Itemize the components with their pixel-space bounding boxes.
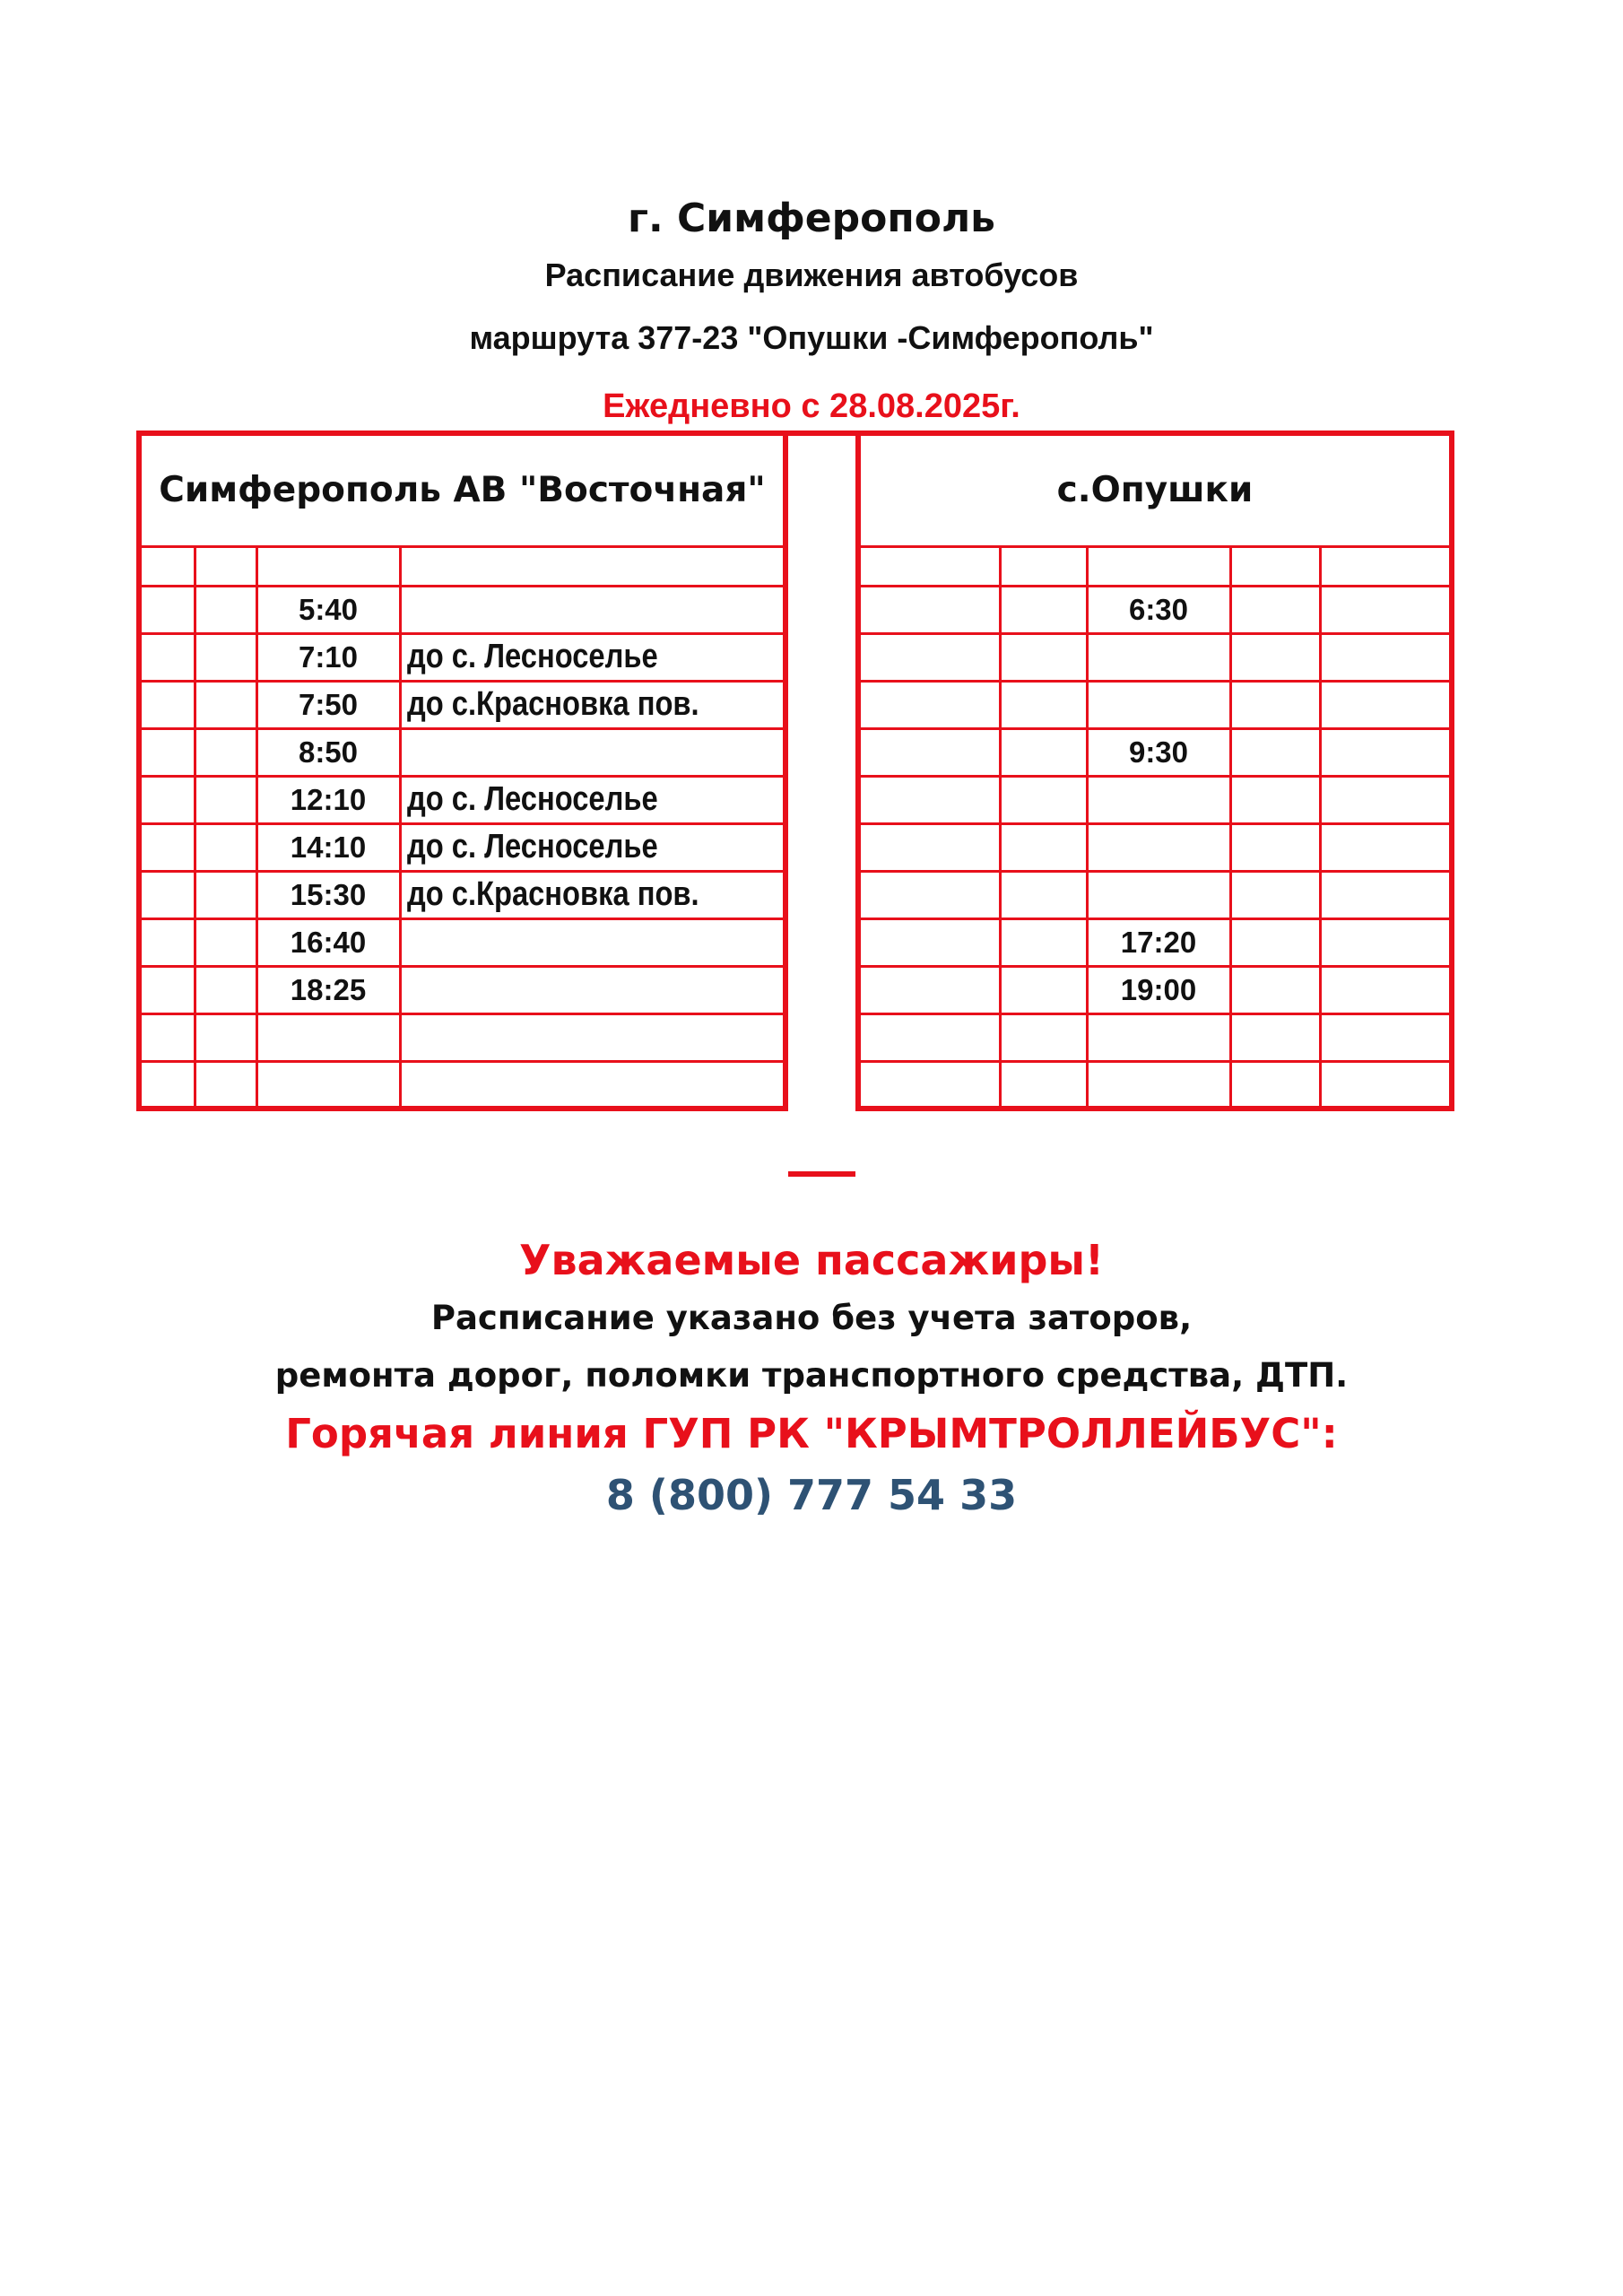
trip-note (400, 966, 785, 1013)
empty-cell (139, 823, 195, 871)
empty-cell (1320, 681, 1452, 728)
departure-time (1087, 823, 1230, 871)
trip-note: до с.Красновка пов. (400, 871, 785, 918)
empty-cell (1000, 1061, 1087, 1109)
trip-note: до с.Красновка пов. (400, 681, 785, 728)
empty-cell (1000, 633, 1087, 681)
empty-cell (858, 966, 1000, 1013)
empty-cell (1000, 728, 1087, 776)
departure-time (256, 1013, 400, 1061)
empty-cell (1000, 776, 1087, 823)
empty-cell (1230, 586, 1320, 633)
notice-line-1: Расписание указано без учета заторов, (430, 1299, 1193, 1337)
table-row (139, 633, 785, 681)
empty-cell (195, 871, 256, 918)
empty-cell (139, 871, 195, 918)
table-row (858, 586, 1452, 633)
empty-cell (195, 681, 256, 728)
empty-cell (1320, 728, 1452, 776)
departure-time: 6:30 (1087, 586, 1230, 633)
empty-cell (139, 586, 195, 633)
table-row (139, 728, 785, 776)
table-row (858, 823, 1452, 871)
empty-cell (195, 823, 256, 871)
empty-cell (858, 823, 1000, 871)
empty-cell (1000, 823, 1087, 871)
empty-cell (1000, 966, 1087, 1013)
empty-cell (1230, 1013, 1320, 1061)
empty-cell (195, 1061, 256, 1109)
empty-cell (139, 633, 195, 681)
departure-time: 18:25 (256, 966, 400, 1013)
empty-cell (1230, 823, 1320, 871)
empty-cell (1320, 633, 1452, 681)
empty-cell (139, 1013, 195, 1061)
departure-time: 5:40 (256, 586, 400, 633)
table-row (858, 918, 1452, 966)
empty-cell (1230, 918, 1320, 966)
trip-note: до с. Лесноселье (400, 633, 785, 681)
empty-cell (1230, 728, 1320, 776)
table-divider (788, 430, 855, 1177)
departure-time: 19:00 (1087, 966, 1230, 1013)
empty-cell (1230, 681, 1320, 728)
empty-cell (195, 966, 256, 1013)
trip-note (400, 918, 785, 966)
table-row (858, 871, 1452, 918)
empty-cell (1320, 871, 1452, 918)
departure-time (256, 1061, 400, 1109)
table-row (139, 1061, 785, 1109)
table-row (139, 586, 785, 633)
empty-cell (139, 1061, 195, 1109)
departure-time: 7:10 (256, 633, 400, 681)
empty-cell (195, 633, 256, 681)
empty-cell (1230, 633, 1320, 681)
trip-note (400, 586, 785, 633)
empty-cell (858, 681, 1000, 728)
empty-cell (139, 728, 195, 776)
empty-cell (1000, 1013, 1087, 1061)
empty-cell (195, 776, 256, 823)
empty-cell (1320, 776, 1452, 823)
trip-note (400, 1013, 785, 1061)
empty-cell (195, 918, 256, 966)
departure-time (1087, 1061, 1230, 1109)
empty-cell (1000, 871, 1087, 918)
empty-cell (139, 681, 195, 728)
table-row (858, 633, 1452, 681)
empty-cell (858, 776, 1000, 823)
right-stop-name: с.Опушки (858, 433, 1452, 546)
empty-cell (139, 776, 195, 823)
empty-cell (1320, 1061, 1452, 1109)
departure-time (1087, 871, 1230, 918)
hotline-label: Горячая линия ГУП РК "КРЫМТРОЛЛЕЙБУС": (285, 1410, 1338, 1457)
table-row (139, 681, 785, 728)
table-row (139, 918, 785, 966)
departure-time (1087, 633, 1230, 681)
hotline-phone[interactable]: 8 (800) 777 54 33 (605, 1471, 1018, 1519)
empty-cell (139, 966, 195, 1013)
departures-opushki-table (855, 430, 1454, 1111)
empty-cell (195, 728, 256, 776)
empty-cell (195, 1013, 256, 1061)
greeting: Уважаемые пассажиры! (519, 1236, 1104, 1284)
notice-line-2: ремонта дорог, поломки транспортного средства, ДТП. (274, 1356, 1349, 1395)
table-row (858, 966, 1452, 1013)
empty-cell (139, 918, 195, 966)
route-title: маршрута 377-23 "Опушки -Симферополь" (469, 319, 1154, 356)
empty-cell (1320, 1013, 1452, 1061)
trip-note (400, 728, 785, 776)
departure-time (1087, 1013, 1230, 1061)
table-row (858, 681, 1452, 728)
trip-note: до с. Лесноселье (400, 776, 785, 823)
trip-note: до с. Лесноселье (400, 823, 785, 871)
departure-time: 8:50 (256, 728, 400, 776)
empty-cell (1320, 918, 1452, 966)
empty-cell (1230, 776, 1320, 823)
empty-cell (858, 633, 1000, 681)
table-row (139, 823, 785, 871)
departure-time (1087, 776, 1230, 823)
departure-time (1087, 681, 1230, 728)
departure-time: 7:50 (256, 681, 400, 728)
departure-time: 14:10 (256, 823, 400, 871)
validity-date: Ежедневно с 28.08.2025г. (603, 387, 1020, 425)
empty-cell (1320, 823, 1452, 871)
empty-cell (1000, 918, 1087, 966)
departures-simferopol-table (136, 430, 788, 1111)
table-row (858, 776, 1452, 823)
schedule-subtitle: Расписание движения автобусов (544, 257, 1079, 293)
departure-time: 15:30 (256, 871, 400, 918)
empty-cell (195, 586, 256, 633)
empty-cell (858, 728, 1000, 776)
empty-cell (858, 918, 1000, 966)
departure-time: 12:10 (256, 776, 400, 823)
table-row (858, 1061, 1452, 1109)
empty-cell (1000, 586, 1087, 633)
departure-time: 16:40 (256, 918, 400, 966)
trip-note (400, 1061, 785, 1109)
empty-cell (1320, 586, 1452, 633)
empty-cell (1000, 681, 1087, 728)
empty-cell (1230, 966, 1320, 1013)
table-row (858, 728, 1452, 776)
empty-cell (858, 586, 1000, 633)
empty-cell (1230, 871, 1320, 918)
left-stop-name: Симферополь АВ "Восточная" (139, 433, 785, 546)
empty-cell (858, 1013, 1000, 1061)
city-title: г. Симферополь (627, 196, 995, 241)
empty-cell (858, 871, 1000, 918)
table-row (139, 966, 785, 1013)
table-row (139, 871, 785, 918)
table-row (858, 1013, 1452, 1061)
empty-cell (1320, 966, 1452, 1013)
empty-cell (1230, 1061, 1320, 1109)
table-row (139, 1013, 785, 1061)
empty-cell (858, 1061, 1000, 1109)
departure-time: 9:30 (1087, 728, 1230, 776)
table-row (139, 776, 785, 823)
departure-time: 17:20 (1087, 918, 1230, 966)
